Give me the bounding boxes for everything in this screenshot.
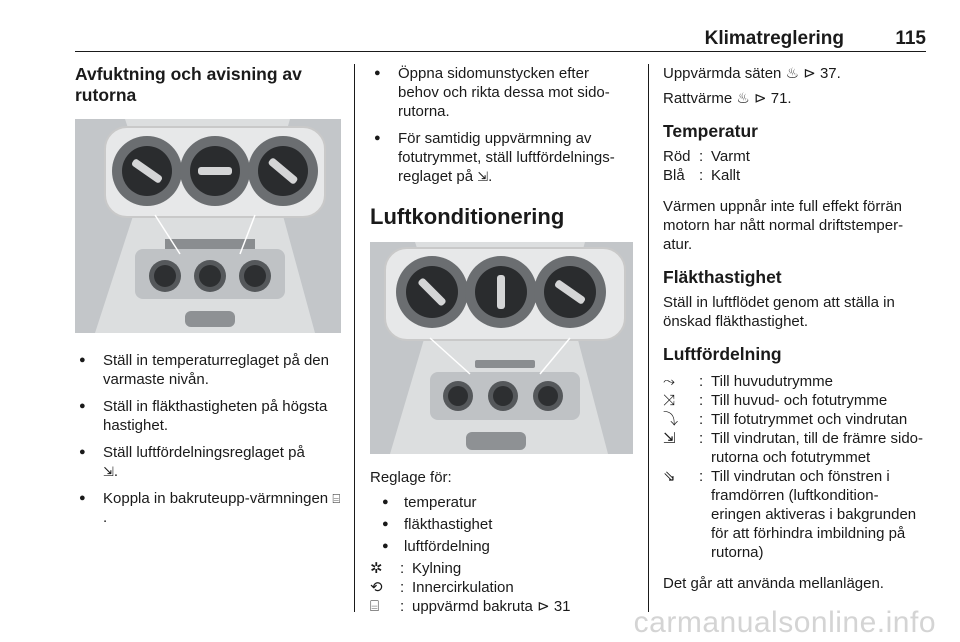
airflow-windscreen-doors-icon: ⇘ — [663, 468, 676, 485]
table-row: ⇘ : Till vindrutan och fönstren i framdörren (luftkondition-eringen aktiveras i bakgrunden för att förhindra imbildning på rutorna) — [663, 468, 917, 561]
list-item: ● För samtidig uppvärmning av fotutrymmet, ställ luftfördelnings-reglaget på ⇲. — [370, 129, 633, 186]
column-2 — [370, 64, 633, 616]
rear-window-heat-icon: ⌸ — [370, 598, 380, 615]
list-item: ● Ställ luftfördelningsreglaget på ⇲. — [75, 443, 341, 481]
table-row: Röd : Varmt — [663, 148, 750, 165]
list-item: ● Ställ in temperaturreglaget på den varmaste nivån. — [75, 351, 341, 389]
airflow-head-feet-icon: ⤨ — [663, 392, 676, 409]
heated-seats-line: Uppvärmda säten ♨ ⊳ 37. — [663, 65, 841, 82]
table-row: ⟲ : Innercirkulation — [370, 578, 633, 597]
heated-wheel-line: Rattvärme ♨ ⊳ 71. — [663, 90, 792, 107]
page-header — [75, 24, 926, 52]
temperature-note: Värmen uppnår inte full effekt förrän motorn har nått normal driftstemper-atur. — [663, 198, 904, 253]
airflow-windscreen-feet-icon: ⇲ — [103, 464, 114, 479]
list-item: ● Öppna sidomunstycken efter behov och rikta dessa mot sido-rutorna. — [370, 64, 633, 121]
legend-text: Innercirkulation — [412, 579, 514, 596]
section-heading-temperature: Temperatur — [663, 121, 758, 141]
page-reference: 71. — [770, 90, 792, 107]
section-heading-defrost: Avfuktning och avisning av rutorna — [75, 64, 302, 105]
temperature-legend — [663, 147, 750, 185]
rear-window-heat-icon: ⌸ — [332, 491, 341, 506]
watermark: carmanualsonline.info — [633, 606, 936, 639]
section-heading-fan: Fläkthastighet — [663, 267, 782, 287]
defrost-steps — [75, 351, 341, 527]
airflow-head-icon: ⤳ — [663, 373, 676, 390]
airflow-windscreen-feet-icon: ⇲ — [477, 169, 489, 184]
intermediate-positions-note: Det går att använda mellanlägen. — [663, 575, 884, 592]
column-divider-2 — [648, 64, 649, 612]
heated-seat-icon: ♨ — [785, 65, 800, 82]
ac-legend — [370, 559, 633, 616]
climate-control-photo-1 — [75, 119, 341, 333]
recirculation-icon: ⟲ — [370, 579, 383, 596]
table-row: ⤵ : Till fotutrymmet och vindrutan — [663, 411, 908, 428]
table-row: ⤳ : Till huvudutrymme — [663, 373, 833, 390]
table-row: ✲ : Kylning — [370, 559, 633, 578]
airflow-feet-windscreen-icon: ⤵ — [663, 411, 679, 428]
list-item: ● fläkthastighet — [370, 515, 633, 534]
table-row: ⌸ : uppvärmd bakruta ⊳ 31 — [370, 597, 633, 616]
column-divider-1 — [354, 64, 355, 612]
column-3 — [663, 64, 928, 593]
column-1 — [75, 64, 341, 535]
page-reference: 37. — [819, 65, 841, 82]
chapter-title: Klimatreglering — [704, 28, 844, 49]
list-item: ● Koppla in bakruteupp-värmningen ⌸. — [75, 489, 341, 527]
fan-text: Ställ in luftflödet genom att ställa in önskad fläkthastighet. — [663, 294, 895, 330]
table-row: ⤨ : Till huvud- och fotutrymme — [663, 392, 888, 409]
list-item: ● luftfördelning — [370, 537, 633, 556]
legend-text: Kylning — [412, 560, 462, 577]
side-vent-steps — [370, 64, 633, 186]
page-number: 115 — [895, 28, 926, 49]
airflow-windscreen-side-feet-icon: ⇲ — [663, 430, 676, 447]
legend-text: uppvärmd bakruta ⊳ 31 — [412, 598, 571, 615]
page-reference: 31 — [553, 598, 571, 615]
controls-intro: Reglage för: — [370, 469, 452, 486]
air-distribution-legend — [663, 372, 928, 562]
table-row: ⇲ : Till vindrutan, till de främre sido-rutorna och fotutrymmet — [663, 430, 924, 466]
heated-wheel-icon: ♨ — [736, 90, 750, 107]
section-heading-ac: Luftkonditionering — [370, 204, 565, 229]
list-item: ● temperatur — [370, 493, 633, 512]
reference-arrow-icon: ⊳ — [803, 65, 816, 82]
reference-arrow-icon: ⊳ — [753, 90, 767, 107]
section-heading-air-distribution: Luftfördelning — [663, 344, 782, 364]
climate-control-photo-2 — [370, 242, 633, 454]
controls-list — [370, 493, 633, 556]
list-item: ● Ställ in fläkthastigheten på högsta hastighet. — [75, 397, 341, 435]
table-row: Blå : Kallt — [663, 167, 741, 184]
reference-arrow-icon: ⊳ — [537, 598, 550, 615]
cooling-icon: ✲ — [370, 560, 383, 577]
